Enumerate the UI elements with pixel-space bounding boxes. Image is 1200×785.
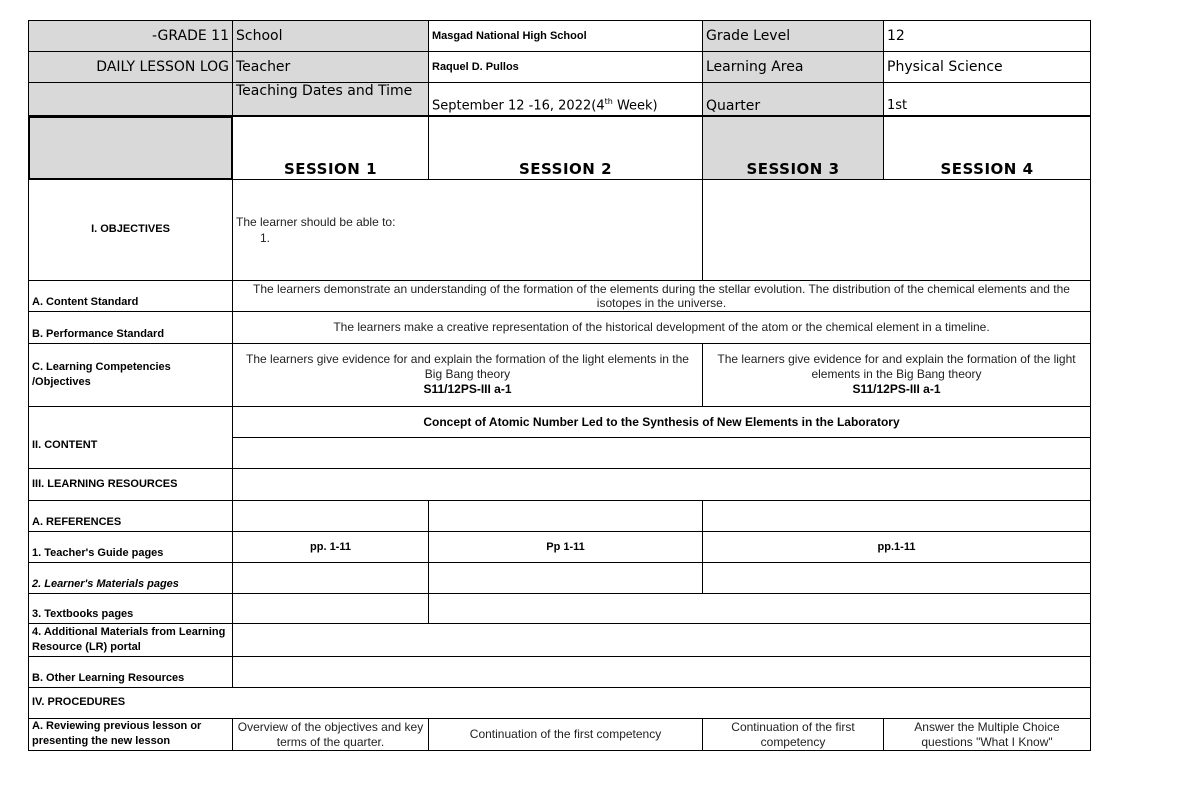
teachers-guide-s1: pp. 1-11 bbox=[310, 541, 351, 553]
content-label-cell bbox=[28, 406, 233, 469]
textbooks-label: 3. Textbooks pages bbox=[32, 608, 134, 620]
competencies-left-text: The learners give evidence for and explain the formation of the light elements in the Big Bang theory bbox=[246, 352, 689, 381]
dates-value: September 12 -16, 2022(4th Week) bbox=[432, 96, 658, 113]
objectives-label-cell bbox=[28, 179, 233, 281]
teachers-guide-label-cell bbox=[28, 531, 233, 563]
reviewing-s2-cell bbox=[428, 718, 703, 751]
session-1-header bbox=[232, 116, 429, 180]
teacher-label: Teacher bbox=[236, 59, 291, 75]
other-resources-cell bbox=[232, 656, 1091, 688]
reviewing-s3: Continuation of the first competency bbox=[731, 719, 855, 749]
school-value: Masgad National High School bbox=[432, 30, 587, 42]
content-label: II. CONTENT bbox=[32, 438, 98, 451]
log-title-cell bbox=[28, 51, 233, 83]
grade-cell bbox=[28, 20, 233, 52]
performance-standard-label: B. Performance Standard bbox=[32, 328, 165, 340]
learners-materials-label-cell bbox=[28, 562, 233, 594]
session-4-header bbox=[883, 116, 1091, 180]
references-s1-cell bbox=[232, 500, 429, 532]
content-standard-label-cell bbox=[28, 280, 233, 312]
grade-level-value: 12 bbox=[887, 28, 905, 44]
content-title: Concept of Atomic Number Led to the Synthesis of New Elements in the Laboratory bbox=[423, 415, 900, 429]
learning-resources-cell bbox=[232, 468, 1091, 501]
learners-materials-s1-cell bbox=[232, 562, 429, 594]
additional-materials-label-cell bbox=[28, 623, 233, 657]
learners-materials-s2-cell bbox=[428, 562, 703, 594]
performance-standard-text: The learners make a creative representation of the historical development of the atom or the chemical element in a timeline. bbox=[333, 320, 990, 334]
content-title-cell bbox=[232, 406, 1091, 438]
competencies-right-text: The learners give evidence for and explain the formation of the light elements in the Big Bang theory bbox=[717, 352, 1076, 381]
reviewing-s1-cell bbox=[232, 718, 429, 751]
teacher-label-cell bbox=[232, 51, 429, 83]
school-label-cell bbox=[232, 20, 429, 52]
competencies-left-code: S11/12PS-III a-1 bbox=[423, 382, 512, 396]
learning-resources-label: III. LEARNING RESOURCES bbox=[32, 477, 178, 490]
references-s2-cell bbox=[428, 500, 703, 532]
school-value-cell bbox=[428, 20, 703, 52]
session-2-header bbox=[428, 116, 703, 180]
grade-level-value-cell bbox=[883, 20, 1091, 52]
teachers-guide-label: 1. Teacher's Guide pages bbox=[32, 547, 164, 559]
reviewing-label-cell bbox=[28, 718, 233, 751]
grade-level-label-cell bbox=[702, 20, 884, 52]
session-2-label: SESSION 2 bbox=[518, 160, 613, 178]
references-s34-cell bbox=[702, 500, 1091, 532]
content-standard-label: A. Content Standard bbox=[32, 296, 139, 308]
competencies-label: C. Learning Competencies /Objectives bbox=[32, 360, 171, 388]
textbooks-s1-cell bbox=[232, 593, 429, 624]
dates-value-cell bbox=[428, 82, 703, 116]
learners-materials-s34-cell bbox=[702, 562, 1091, 594]
session-3-label: SESSION 3 bbox=[746, 160, 840, 178]
session-3-header bbox=[702, 116, 884, 180]
competencies-label-cell bbox=[28, 343, 233, 407]
blank-header-cell bbox=[28, 82, 233, 116]
session-1-label: SESSION 1 bbox=[283, 160, 378, 178]
competencies-right-cell bbox=[702, 343, 1091, 407]
performance-standard-label-cell bbox=[28, 311, 233, 344]
reviewing-s4: Answer the Multiple Choice questions "What I Know" bbox=[914, 719, 1060, 749]
competencies-left-cell bbox=[232, 343, 703, 407]
content-standard-cell bbox=[232, 280, 1091, 312]
reviewing-s2: Continuation of the first competency bbox=[469, 727, 662, 741]
performance-standard-cell bbox=[232, 311, 1091, 344]
reviewing-s1: Overview of the objectives and key terms of the quarter. bbox=[237, 719, 424, 749]
teachers-guide-s1-cell bbox=[232, 531, 429, 563]
other-resources-label: B. Other Learning Resources bbox=[32, 672, 185, 684]
grade-text: -GRADE 11 bbox=[151, 28, 229, 44]
learners-materials-label: 2. Learner's Materials pages bbox=[32, 578, 179, 590]
objectives-item: 1. bbox=[260, 231, 271, 245]
dates-label-cell bbox=[232, 82, 429, 116]
session-4-label: SESSION 4 bbox=[940, 160, 1034, 178]
grade-level-label: Grade Level bbox=[706, 28, 791, 44]
content-empty-cell bbox=[232, 437, 1091, 469]
teachers-guide-s2-cell bbox=[428, 531, 703, 563]
competencies-right-code: S11/12PS-III a-1 bbox=[852, 382, 941, 396]
teachers-guide-s34-cell bbox=[702, 531, 1091, 563]
teachers-guide-s34: pp.1-11 bbox=[877, 541, 916, 553]
learning-resources-label-cell bbox=[28, 468, 233, 501]
dates-label: Teaching Dates and Time bbox=[236, 83, 413, 99]
quarter-value: 1st bbox=[887, 98, 908, 113]
quarter-label-cell bbox=[702, 82, 884, 116]
reviewing-s3-cell bbox=[702, 718, 884, 751]
additional-materials-label: 4. Additional Materials from Learning Resource (LR) portal bbox=[32, 625, 226, 653]
objectives-label: I. OBJECTIVES bbox=[91, 223, 170, 235]
additional-materials-cell bbox=[232, 623, 1091, 657]
textbooks-label-cell bbox=[28, 593, 233, 624]
quarter-value-cell bbox=[883, 82, 1091, 116]
session-blank-cell bbox=[28, 116, 233, 180]
teacher-value-cell bbox=[428, 51, 703, 83]
learning-area-value: Physical Science bbox=[887, 59, 1003, 75]
references-label-cell bbox=[28, 500, 233, 532]
textbooks-rest-cell bbox=[428, 593, 1091, 624]
reviewing-s4-cell bbox=[883, 718, 1091, 751]
objectives-right-cell bbox=[702, 179, 1091, 281]
learning-area-label: Learning Area bbox=[706, 59, 804, 75]
procedures-label-cell bbox=[28, 687, 1091, 719]
objectives-intro: The learner should be able to: bbox=[236, 215, 396, 229]
other-resources-label-cell bbox=[28, 656, 233, 688]
quarter-label: Quarter bbox=[706, 98, 761, 114]
objectives-left-cell bbox=[232, 179, 703, 281]
teachers-guide-s2: Pp 1-11 bbox=[546, 541, 585, 553]
content-standard-text: The learners demonstrate an understanding of the formation of the elements during the stellar evolution. The distribution of the chemical elements and the isotopes in the universe. bbox=[253, 282, 1070, 310]
learning-area-label-cell bbox=[702, 51, 884, 83]
reviewing-label: A. Reviewing previous lesson or presenting the new lesson bbox=[32, 720, 202, 747]
procedures-label: IV. PROCEDURES bbox=[32, 696, 126, 708]
references-label: A. REFERENCES bbox=[32, 516, 122, 528]
log-title: DAILY LESSON LOG bbox=[96, 59, 229, 75]
learning-area-value-cell bbox=[883, 51, 1091, 83]
teacher-value: Raquel D. Pullos bbox=[432, 61, 519, 73]
school-label: School bbox=[236, 28, 283, 44]
